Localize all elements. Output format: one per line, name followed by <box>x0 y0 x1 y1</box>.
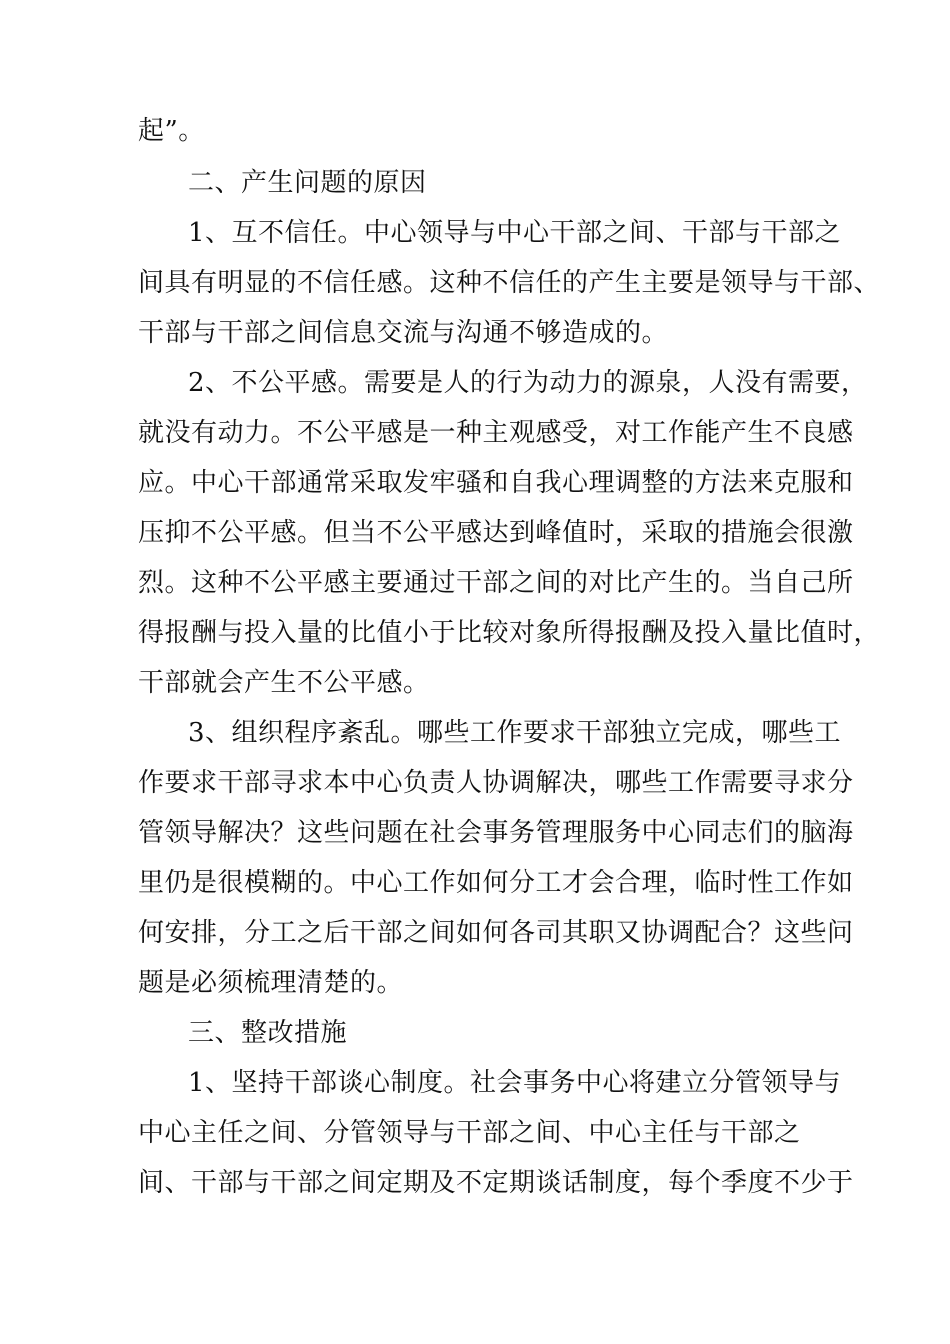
text-line-18: 题是必须梳理清楚的。 <box>138 968 404 998</box>
text-line-8: 应。中心干部通常采取发牢骚和自我心理调整的方法来克服和 <box>138 468 854 498</box>
text-line-22: 间、干部与干部之间定期及不定期谈话制度，每个季度不少于 <box>138 1168 854 1198</box>
text-line-20: 1、坚持干部谈心制度。社会事务中心将建立分管领导与 <box>188 1068 842 1098</box>
text-line-14: 作要求干部寻求本中心负责人协调解决，哪些工作需要寻求分 <box>138 768 854 798</box>
text-line-10: 烈。这种不公平感主要通过干部之间的对比产生的。当自己所 <box>138 568 854 598</box>
text-line-7: 就没有动力。不公平感是一种主观感受，对工作能产生不良感 <box>138 418 854 448</box>
text-line-16: 里仍是很模糊的。中心工作如何分工才会合理，临时性工作如 <box>138 868 854 898</box>
text-line-21: 中心主任之间、分管领导与干部之间、中心主任与干部之 <box>138 1118 801 1148</box>
section-heading-causes: 二、产生问题的原因 <box>188 168 427 198</box>
text-line-12: 干部就会产生不公平感。 <box>138 668 430 698</box>
text-line-13: 3、组织程序紊乱。哪些工作要求干部独立完成，哪些工 <box>188 718 842 748</box>
text-line-4: 间具有明显的不信任感。这种不信任的产生主要是领导与干部、 <box>138 268 881 298</box>
text-line-17: 何安排，分工之后干部之间如何各司其职又协调配合？这些问 <box>138 918 854 948</box>
section-heading-measures: 三、整改措施 <box>188 1018 348 1048</box>
text-line-15: 管领导解决？这些问题在社会事务管理服务中心同志们的脑海 <box>138 818 854 848</box>
text-line-5: 干部与干部之间信息交流与沟通不够造成的。 <box>138 318 669 348</box>
text-line-1: 起”。 <box>138 116 205 146</box>
text-line-6: 2、不公平感。需要是人的行为动力的源泉，人没有需要， <box>188 368 868 398</box>
text-line-11: 得报酬与投入量的比值小于比较对象所得报酬及投入量比值时， <box>138 618 881 648</box>
text-line-3: 1、互不信任。中心领导与中心干部之间、干部与干部之 <box>188 218 842 248</box>
text-line-9: 压抑不公平感。但当不公平感达到峰值时，采取的措施会很激 <box>138 518 854 548</box>
